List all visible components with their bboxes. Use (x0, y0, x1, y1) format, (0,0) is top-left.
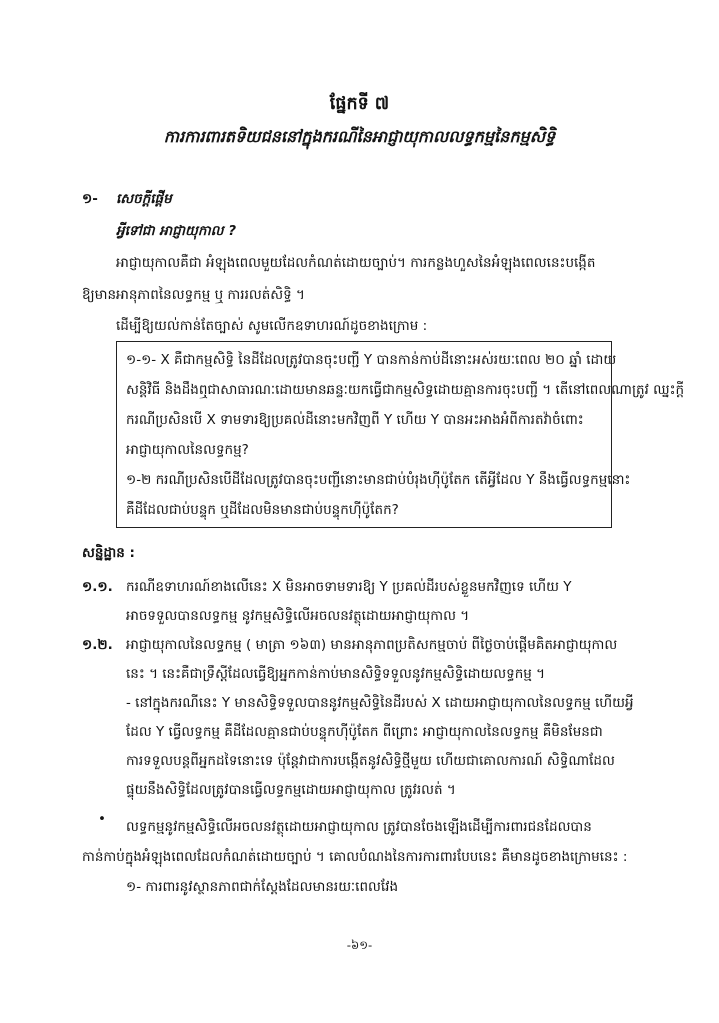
paragraph-line: អាជ្ញាយុកាលគឺជា អំឡុងពេលមួយដែលកំណត់ដោយច្បាប់។ ការកន្លងហួសនៃអំឡុងពេលនេះបង្កើត (116, 255, 596, 271)
item-line: - នៅក្នុងករណីនេះ Y មានសិទ្ធិទទួលបាននូវកម្មសិទ្ធិនៃដីរបស់ X ដោយអាជ្ញាយុកាលនៃលទ្ធកម្ម ហើយអ្វី (126, 695, 634, 711)
list-line: ១- ការពារនូវស្ថានភាពជាក់ស្ដែងដែលមានរយៈពេលវែង (126, 879, 399, 895)
page-number: -៦១- (346, 938, 373, 952)
item-number: ១.១. (82, 579, 113, 595)
paragraph-line: ឱ្យមានអានុភាពនៃលទ្ធកម្ម ឬ ការរលត់សិទ្ធិ ។ (82, 287, 305, 303)
example-line: ១-២ ករណីប្រសិនបើដីដែលត្រូវបានចុះបញ្ជីនោះមានជាប់បំរុងហ៊ីប៉ូតែក តើអ្វីដែល Y នឹងធ្វើលទ្ធកម្មនោះ (126, 472, 631, 488)
solution-heading: សន្និដ្ឋាន : (82, 545, 135, 561)
section-question: អ្វីទៅជា អាជ្ញាយុកាល ? (116, 223, 237, 239)
example-line: ករណីប្រសិនបើ X ទាមទារឱ្យប្រគល់ដីនោះមកវិញពី Y ហើយ Y បានអះអាងអំពីការតវ៉ាចំពោះ (126, 412, 584, 428)
item-line: ករណីឧទាហរណ៍ខាងលើនេះ X មិនអាចទាមទារឱ្យ Y ប្រគល់ដីរបស់ខ្លួនមកវិញទេ ហើយ Y (126, 579, 572, 595)
item-line: នេះ ។ នេះគឺជាទ្រឹស្ដីដែលធ្វើឱ្យអ្នកកាន់កាប់មានសិទ្ធិទទួលនូវកម្មសិទ្ធិដោយលទ្ធកម្ម ។ (126, 666, 546, 682)
item-number: ១.២. (82, 637, 113, 653)
bullet-line: លទ្ធកម្មនូវកម្មសិទ្ធិលើអចលនវត្ថុដោយអាជ្ញាយុកាល ត្រូវបានចែងឡើងដើម្បីការពារជនដែលបាន (126, 819, 592, 835)
example-line: គឺដីដែលជាប់បន្ទុក ឬដីដែលមិនមានជាប់បន្ទុកហ៊ីប៉ូតែក? (126, 502, 399, 518)
example-line: អាជ្ញាយុកាលនៃលទ្ធកម្ម? (126, 442, 249, 458)
paragraph-line: ដើម្បីឱ្យយល់កាន់តែច្បាស់ សូមលើកឧទាហរណ៍ដូចខាងក្រោម : (116, 318, 428, 334)
example-line: សន្តិវិធី និងដឹងឮជាសាធារណៈដោយមានឆន្ទៈយកធ្វើជាកម្មសិទ្ធដោយគ្មានការចុះបញ្ជី ។ តើនៅពេលណាត្រូវ ឈ្នះក្ដី (126, 382, 685, 398)
item-line: ការទទួលបន្តពីអ្នកដទៃនោះទេ ប៉ុន្តែវាជាការបង្កើតនូវសិទ្ធិថ្មីមួយ ហើយជាគោលការណ៍ សិទ្ធិណាដែល (126, 753, 615, 769)
item-line: អាជ្ញាយុកាលនៃលទ្ធកម្ម ( មាត្រា ១៦៣) មានអានុភាពប្រតិសកម្មចាប់ ពីថ្ងៃចាប់ផ្ដើមគិតអាជ្ញាយុកាល (126, 637, 618, 653)
section-heading: សេចក្ដីផ្ដើម (116, 191, 172, 207)
example-box (116, 341, 612, 528)
section-number: ១- (82, 191, 98, 207)
item-line: ផ្ទុយនឹងសិទ្ធិដែលត្រូវបានធ្វើលទ្ធកម្មដោយអាជ្ញាយុកាល ត្រូវរលត់ ។ (126, 782, 456, 798)
item-line: ដែល Y ធ្វើលទ្ធកម្ម គឺដីដែលគ្មានជាប់បន្ទុកហ៊ីប៉ូតែក ពីព្រោះ អាជ្ញាយុកាលនៃលទ្ធកម្ម គឺមិនមែនជា (126, 724, 603, 740)
chapter-heading: ផ្នែកទី ៧ (329, 94, 390, 114)
item-line: អាចទទួលបានលទ្ធកម្ម នូវកម្មសិទ្ធិលើអចលនវត្ថុដោយអាជ្ញាយុកាល ។ (126, 608, 470, 624)
example-line: ១-១- X គឺជាកម្មសិទ្ធិ នៃដីដែលត្រូវបានចុះបញ្ជី Y បានកាន់កាប់ដីនោះអស់រយៈពេល ២០ ឆ្នាំ ដោយ (126, 352, 617, 368)
bullet-icon: • (98, 811, 106, 827)
chapter-title: ការការពារតទិយជននៅក្នុងករណីនៃអាជ្ញាយុកាលលទ្ធកម្មនៃកម្មសិទ្ធិ (163, 127, 556, 146)
bullet-line: កាន់កាប់ក្នុងអំឡុងពេលដែលកំណត់ដោយច្បាប់ ។ គោលបំណងនៃការការពារបែបនេះ គឺមានដូចខាងក្រោមនេះ : (82, 849, 628, 865)
